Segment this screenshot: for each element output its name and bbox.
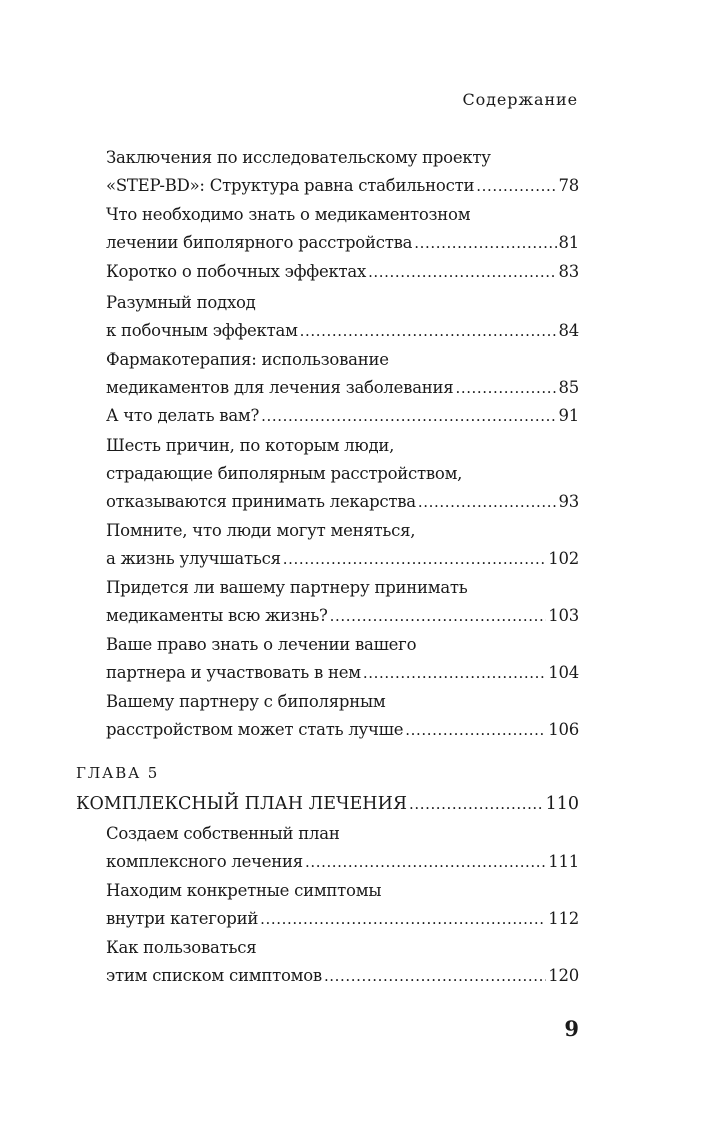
dot-leader [418,488,557,516]
toc-entry-line: Фармакотерапия: использование [106,350,389,369]
dot-leader [261,402,556,430]
dot-leader [305,848,546,876]
toc-entry-line: А что делать вам? [106,406,260,425]
dot-leader [283,545,547,573]
toc-entry[interactable] [106,258,579,286]
toc-page-number: 81 [558,233,579,252]
toc-entry-line: Находим конкретные симптомы [106,881,382,900]
toc-entry-line: Как пользоваться [106,938,257,957]
toc-entry-line: Разумный подход [106,293,256,312]
chapter-entry[interactable] [76,790,579,818]
toc-entry-line: Заключения по исследовательскому проекту [106,148,491,167]
toc-page-number: 106 [548,720,579,739]
toc-entry-line: лечении биполярного расстройства [106,233,413,252]
page-number: 9 [564,1016,579,1041]
dot-leader [300,317,557,345]
toc-entry-line: внутри категорий [106,909,259,928]
toc-entry-line: «STEP-BD»: Структура равна стабильности [106,176,475,195]
toc-entry[interactable] [106,432,579,516]
toc-entry[interactable] [106,820,579,876]
toc-entry[interactable] [106,631,579,687]
toc-entry-line: Ваше право знать о лечении вашего [106,635,417,654]
toc-entry-line: этим списком симптомов [106,966,322,985]
chapter-label: ГЛАВА 5 [76,764,160,782]
toc-entry[interactable] [106,289,579,345]
dot-leader [324,962,546,990]
toc-entry-line: к побочным эффектам [106,321,298,340]
toc-entry-line: медикаменты всю жизнь? [106,606,328,625]
toc-page-number: 120 [548,966,579,985]
toc-entry-line: Придется ли вашему партнеру принимать [106,578,468,597]
toc-entry-line: расстройством может стать лучше [106,720,404,739]
toc-entry-line: Создаем собственный план [106,824,340,843]
dot-leader [368,258,556,286]
toc-page-number: 83 [558,262,579,281]
toc-entry-line: Помните, что люди могут меняться, [106,521,416,540]
dot-leader [476,172,556,200]
toc-entry-line: отказываются принимать лекарства [106,492,416,511]
dot-leader [363,659,546,687]
toc-page-number: 78 [558,176,579,195]
toc-entry[interactable] [106,934,579,990]
toc-entry-line: Коротко о побочных эффектах [106,262,367,281]
dot-leader [260,905,546,933]
toc-entry[interactable] [106,517,579,573]
chapter-title: КОМПЛЕКСНЫЙ ПЛАН ЛЕЧЕНИЯ [76,794,407,814]
toc-entry-line: Что необходимо знать о медикаментозном [106,205,471,224]
dot-leader [455,374,556,402]
toc-entry-line: Вашему партнеру с биполярным [106,692,386,711]
toc-entry[interactable] [106,402,579,430]
toc-page-number: 104 [548,663,579,682]
toc-page-number: 102 [548,549,579,568]
toc-entry[interactable] [106,144,579,200]
toc-page-number: 103 [548,606,579,625]
toc-page-number: 85 [558,378,579,397]
dot-leader [405,716,546,744]
dot-leader [414,229,556,257]
toc-entry-line: страдающие биполярным расстройством, [106,464,463,483]
toc-page-number: 111 [548,852,579,871]
toc-entry-line: Шесть причин, по которым люди, [106,436,395,455]
toc-page-number: 84 [558,321,579,340]
running-header: Содержание [462,90,578,109]
dot-leader [330,602,547,630]
toc-entry[interactable] [106,574,579,630]
toc-page-number: 110 [545,794,579,814]
toc-entry-line: комплексного лечения [106,852,303,871]
toc-entry[interactable] [106,877,579,933]
toc-entry-line: а жизнь улучшаться [106,549,281,568]
toc-page-number: 93 [558,492,579,511]
toc-page-number: 91 [558,406,579,425]
dot-leader [409,790,544,818]
toc-entry[interactable] [106,346,579,402]
toc-entry[interactable] [106,201,579,257]
toc-entry-line: партнера и участвовать в нем [106,663,361,682]
toc-page-number: 112 [548,909,579,928]
toc-entry-line: медикаментов для лечения заболевания [106,378,454,397]
toc-entry[interactable] [106,688,579,744]
